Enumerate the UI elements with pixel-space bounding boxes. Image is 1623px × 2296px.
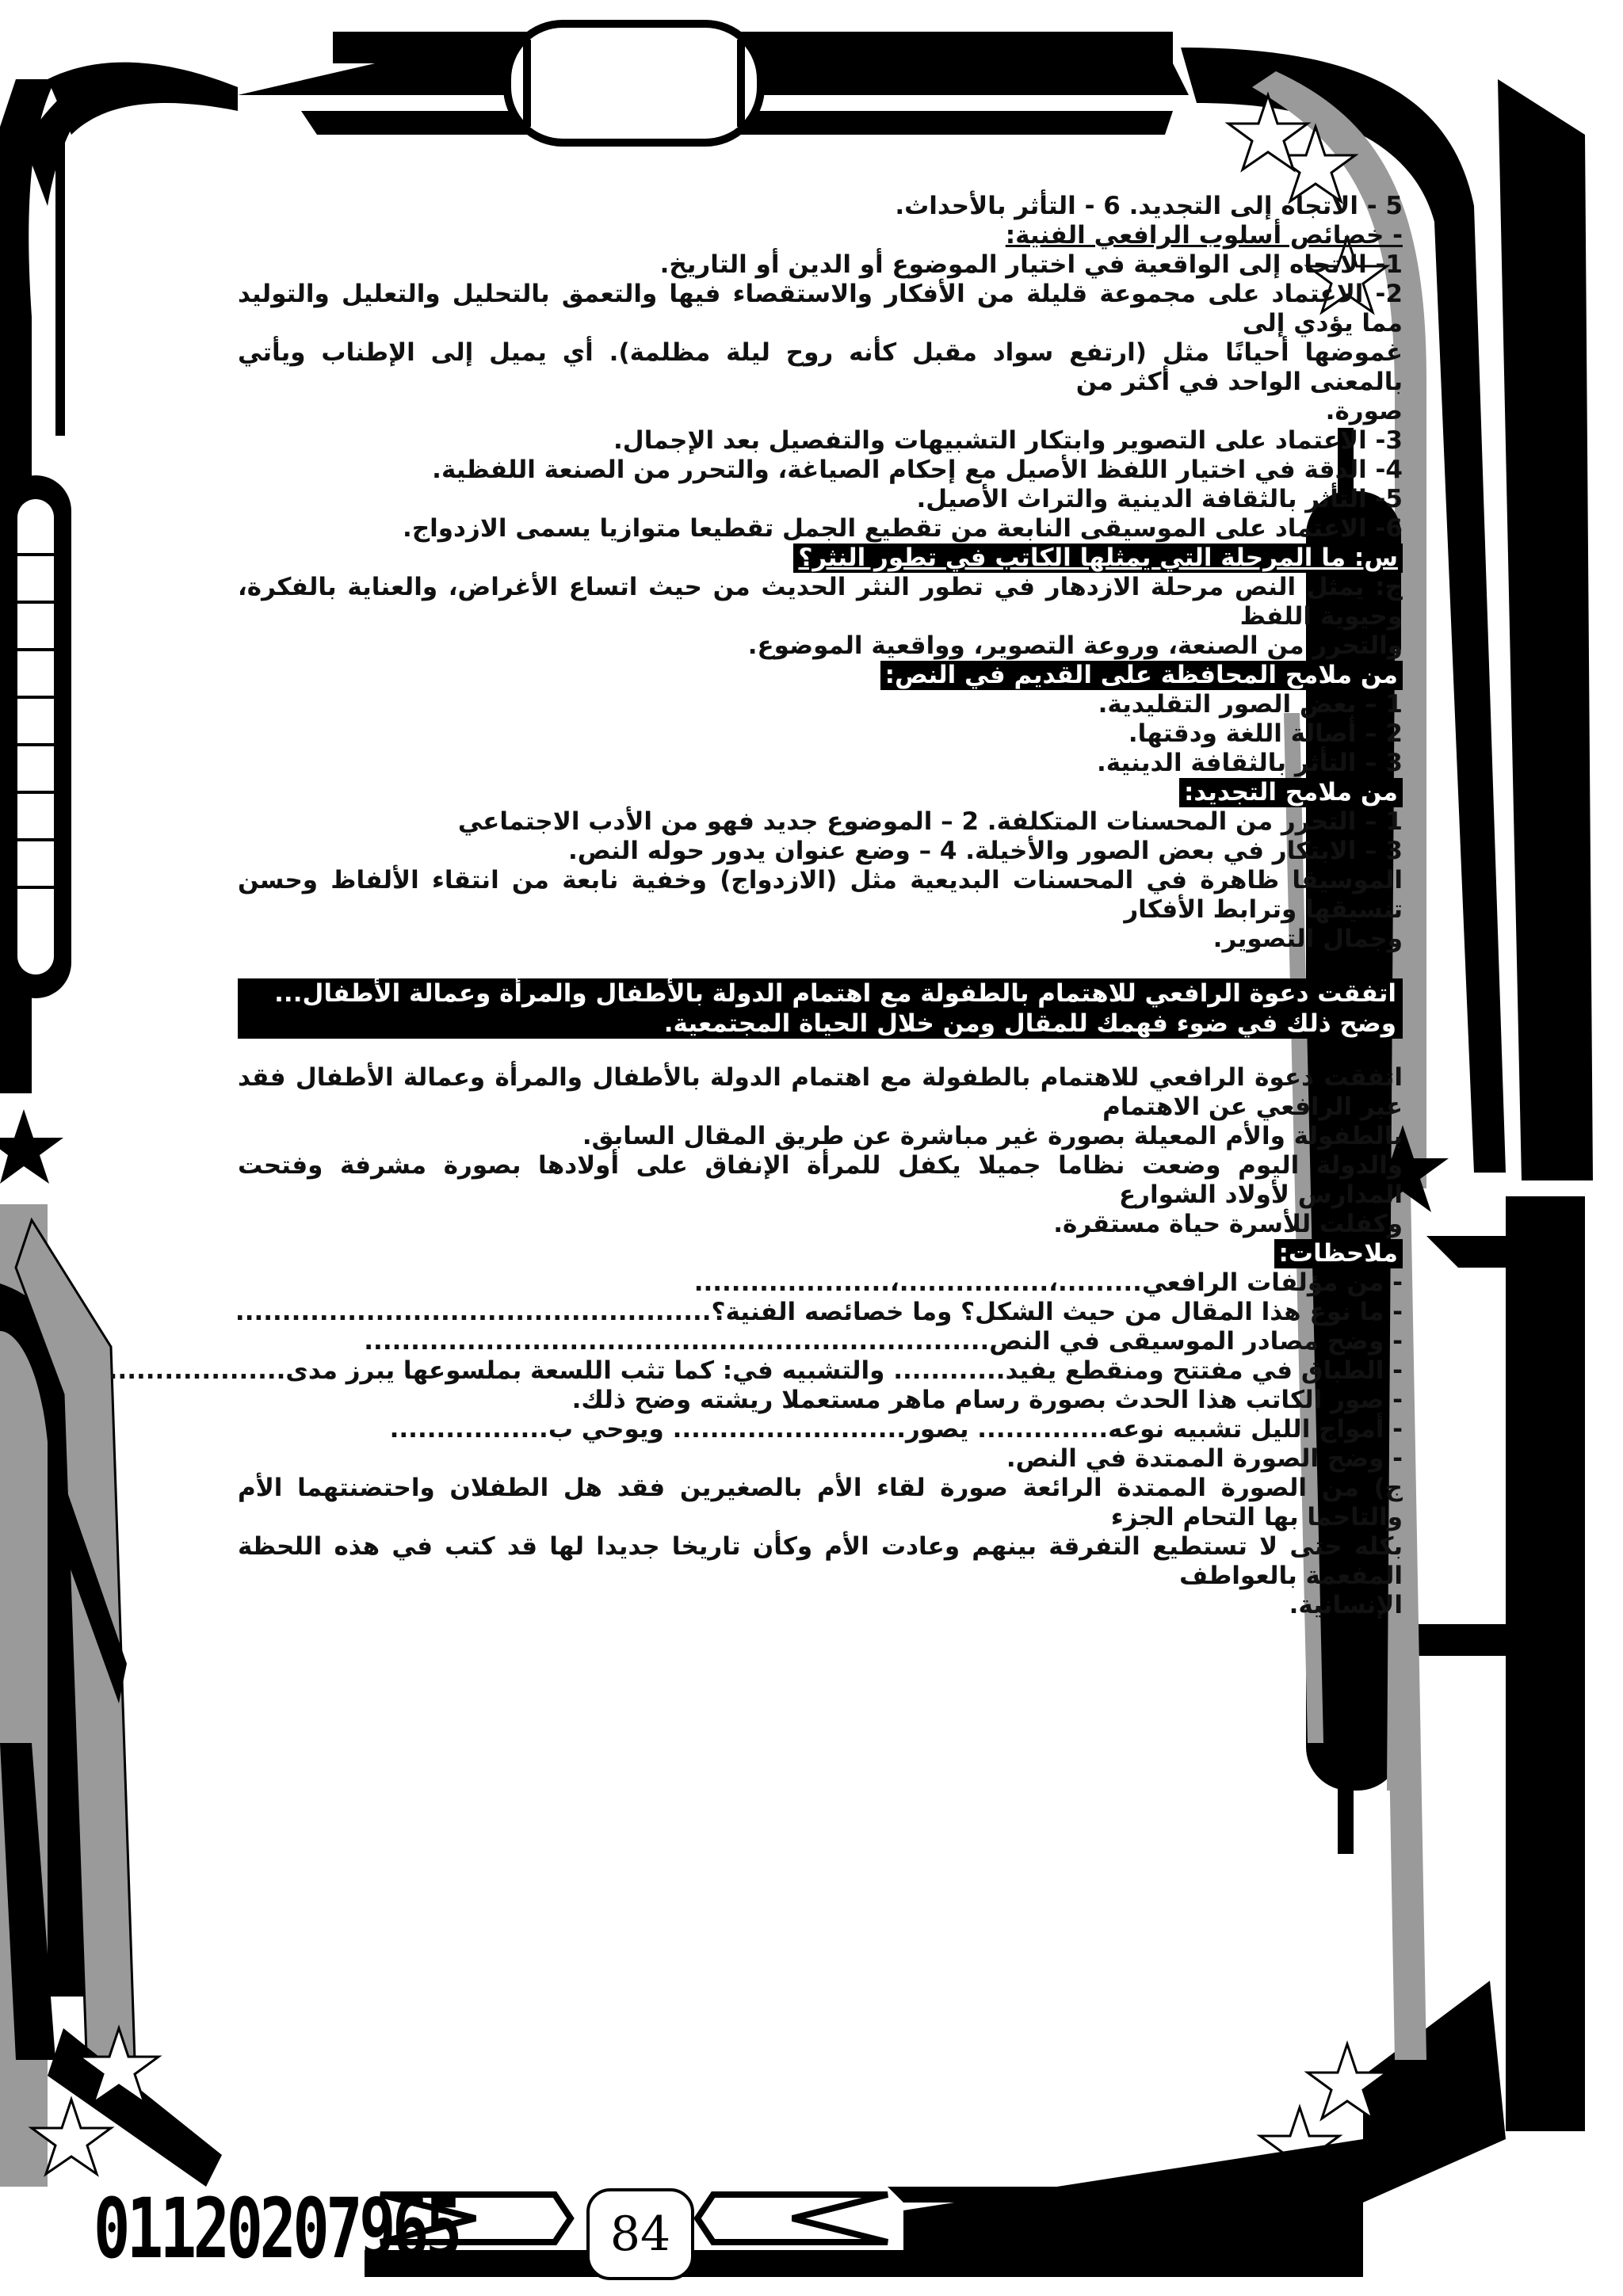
list-item: 5- التأثر بالثقافة الدينية والتراث الأصيل. (916, 485, 1403, 513)
answer-line: والدولة اليوم وضعت نظاما جميلا يكفل للمرأة الإنفاق على أولادها بصورة مشرفة وفتحت المدارس لأولاد الشوارع (238, 1151, 1403, 1209)
section-heading-highlight: من ملامح التجديد: (1179, 778, 1403, 807)
list-item: 6- الاعتماد على الموسيقى النابعة من تقطيع الجمل تقطيعا متوازيا يسمى الازدواج. (403, 514, 1403, 543)
page-number: 84 (586, 2188, 694, 2280)
list-item: 1 – التحرر من المحسنات المتكلفة. 2 – الموضوع جديد فهو من الأدب الاجتماعي (457, 807, 1403, 836)
text-line: صورة. (1325, 397, 1403, 425)
phone-number: 01120207965 (94, 2180, 459, 2277)
list-item: 4- الدقة في اختيار اللفظ الأصيل مع إحكام الصياغة، والتحرر من الصنعة اللفظية. (432, 456, 1403, 484)
list-item: 2 – أصالة اللغة ودقتها. (1128, 719, 1403, 748)
list-item: 3- الاعتماد على التصوير وابتكار التشبيهات والتفصيل بعد الإجمال. (613, 426, 1403, 455)
text-line: وجمال التصوير. (1212, 925, 1403, 953)
left-border (0, 63, 238, 2187)
answer-line: الإنسانية. (1289, 1591, 1403, 1619)
list-item: 1 – بعض الصور التقليدية. (1098, 690, 1403, 719)
note-item: - ما نوع هذا المقال من حيث الشكل؟ وما خصائصه الفنية؟................................................... (235, 1298, 1403, 1326)
answer-line: اتفقت دعوة الرافعي للاهتمام بالطفولة مع اهتمام الدولة بالأطفال والمرأة وعمالة الأطفال فقد عبر الرافعي عن الاهتمام (238, 1063, 1403, 1121)
text-line: 5 - الاتجاه إلى التجديد. 6 - التأثر بالأحداث. (895, 192, 1403, 220)
note-item: - من مؤلفات الرافعي.........،................،..................... (693, 1268, 1403, 1297)
answer-line: بالطفولة والأم المعيلة بصورة غير مباشرة عن طريق المقال السابق. (582, 1122, 1403, 1150)
answer-line: ج: يمثل النص مرحلة الازدهار في تطور النثر الحديث من حيث اتساع الأغراض، والعناية بالفكرة، وحيوية اللفظ (238, 573, 1403, 631)
list-item: 3 – الابتكار في بعض الصور والأخيلة. 4 – وضع عنوان يدور حوله النص. (568, 837, 1403, 865)
answer-line: والتحرر من الصنعة، وروعة التصوير، وواقعية الموضوع. (747, 631, 1403, 660)
question-heading: س: ما المرحلة التي يمثلها الكاتب في تطور النثر؟ (793, 543, 1403, 573)
note-item: - صور الكاتب هذا الحدث بصورة رسام ماهر مستعملا ريشته وضح ذلك. (571, 1386, 1403, 1414)
note-item: - أمواج الليل تشبيه نوعه.............. يصور......................... ويوحي ب................. (389, 1415, 1403, 1444)
notes-heading: ملاحظات: (1274, 1239, 1403, 1268)
answer-line: ج) من الصورة الممتدة الرائعة صورة لقاء الأم بالصغيرين فقد هل الطفلان واحتضنتهما الأم والتاحما بها التحام الجزء (238, 1474, 1403, 1531)
section-heading: - خصائص أسلوب الرافعي الفنية: (1005, 221, 1403, 250)
list-item: 3 – التأثر بالثقافة الدينية. (1096, 749, 1403, 777)
note-item: - وضح مصادر الموسيقى في النص................................................................... (364, 1327, 1403, 1356)
note-item: - الطباق في مفتتح ومنقطع يفيد............ والتشبيه في: كما تثب اللسعة بملسوعها يبرز مدى................... (108, 1356, 1403, 1385)
answer-line: بكله حتى لا تستطيع التفرقة بينهم وعادت الأم وكأن تاريخا جديدا لها قد كتب في هذه اللحظة المفعمة بالعواطف (238, 1532, 1403, 1590)
document-body (108, 192, 1403, 1620)
question-heading-highlight: اتفقت دعوة الرافعي للاهتمام بالطفولة مع اهتمام الدولة بالأطفال والمرأة وعمالة الأطفال... وضح ذلك في ضوء فهمك للمقال ومن خلال الحياة المجتمعية. (238, 978, 1403, 1039)
top-banner (238, 24, 1189, 143)
note-item: - وضح الصورة الممتدة في النص. (1006, 1444, 1403, 1473)
list-item: 1- الاتجاه إلى الواقعية في اختيار الموضوع أو الدين أو التاريخ. (659, 250, 1403, 279)
answer-line: وكفلت للأسرة حياة مستقرة. (1053, 1210, 1403, 1238)
section-heading-highlight: من ملامح المحافظة على القديم في النص: (880, 661, 1403, 690)
text-line: الموسيقا ظاهرة في المحسنات البديعية مثل (الازدواج) وخفية نابعة من انتقاء الألفاظ وحسن تنسيقها وترابط الأفكار (238, 866, 1403, 924)
list-item: 2- الاعتماد على مجموعة قليلة من الأفكار والاستقصاء فيها والتعمق بالتحليل والتعليل والتوليد مما يؤدي إلى (238, 280, 1403, 338)
bottom-banner (365, 2139, 1363, 2277)
text-line: غموضها أحيانًا مثل (ارتفع سواد مقبل كأنه روح ليلة مظلمة). أي يميل إلى الإطناب ويأتي بالمعنى الواحد في أكثر من (238, 338, 1403, 396)
